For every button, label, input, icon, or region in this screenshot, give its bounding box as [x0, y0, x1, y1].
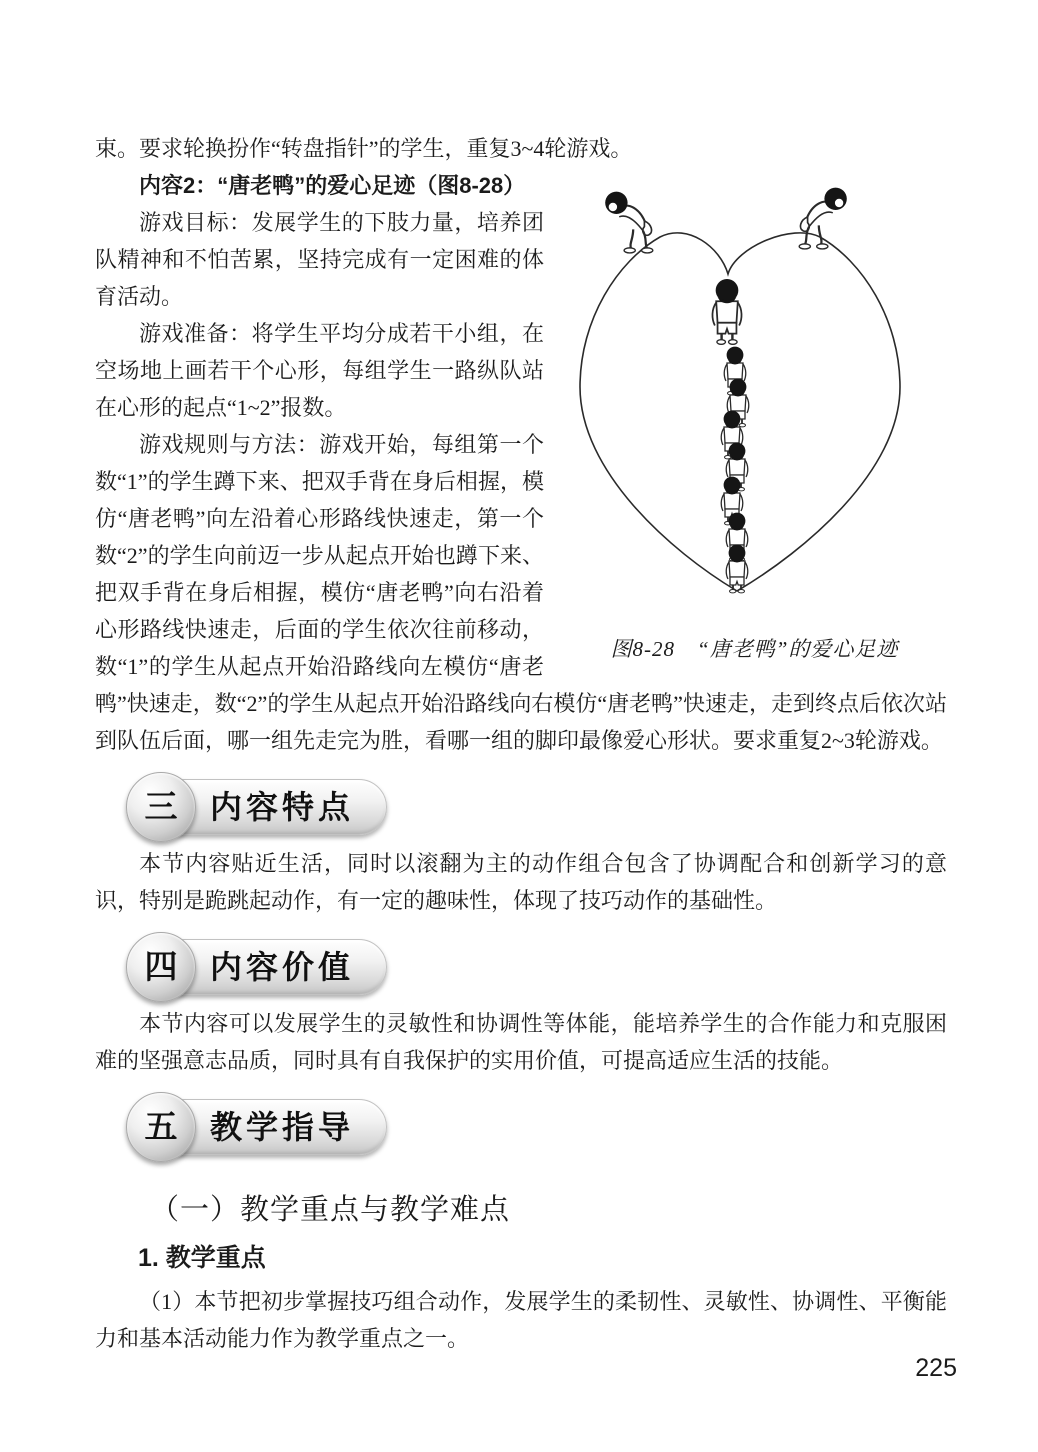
- section-badge-3: [144, 779, 387, 835]
- figure-caption: 图8-28 “唐老鸭”的爱心足迹: [610, 637, 899, 661]
- child-walking-right-lobe: [799, 188, 847, 249]
- section-3-number-circle: [126, 772, 196, 842]
- subsection-heading: （一）教学重点与教学难点: [150, 1194, 511, 1226]
- section-5-title: 教学指导: [210, 1109, 355, 1145]
- child-at-dip: [712, 279, 741, 344]
- page-content: [95, 130, 947, 1357]
- section-3-body: 本节内容贴近生活，同时以滚翻为主的动作组合包含了协调配合和创新学习的意识，特别是跪跳起动作，有一定的趣味性，体现了技巧动作的基础性。: [95, 851, 947, 913]
- paragraph-game-rules: 游戏规则与方法：游戏开始，每组第一个数“1”的学生蹲下来、把双手背在身后相握，模仿“唐老鸭”向左沿着心形路线快速走，第一个数“2”的学生向前迈一步从起点开始也蹲下来、把双手背在身后相握，模仿“唐老鸭”向右沿着心形路线快速走，后面的学生依次往前移动，数“1”的学生从起点开始沿路线向左模仿“唐老鸭”快速走，数“2”的学生从起点开始沿路线向右模仿“唐老鸭”快速走，走到终点后依次站到队伍后面，哪一组先走完为胜，看哪一组的脚印最像爱心形状。要求重复2~3轮游戏。: [95, 432, 947, 753]
- section-badge-5: [144, 1099, 387, 1155]
- section-4-title: 内容价值: [210, 949, 355, 985]
- section-3-number: 三: [144, 788, 178, 825]
- teaching-point-paragraph: （1）本节把初步掌握技巧组合动作，发展学生的柔韧性、灵敏性、协调性、平衡能力和基本活动能力作为教学重点之一。: [95, 1289, 947, 1351]
- heart-footprints-illustration: [570, 179, 915, 631]
- paragraph-continuation: 束。要求轮换扮作“转盘指针”的学生，重复3~4轮游戏。: [95, 136, 633, 161]
- section-4-body: 本节内容可以发展学生的灵敏性和协调性等体能，能培养学生的合作能力和克服困难的坚强意志品质，同时具有自我保护的实用价值，可提高适应生活的技能。: [95, 1011, 947, 1073]
- section-5-number: 五: [144, 1108, 178, 1145]
- figure-8-28: [562, 179, 947, 663]
- section-3-title: 内容特点: [210, 789, 355, 825]
- section-5-number-circle: [126, 1092, 196, 1162]
- section-4-number-circle: [126, 932, 196, 1002]
- section-4-number: 四: [144, 948, 178, 985]
- teaching-point-heading: 1. 教学重点: [138, 1244, 266, 1272]
- paragraph-game-goal: 游戏目标：发展学生的下肢力量，培养团队精神和不怕苦累，坚持完成有一定困难的体育活动。: [95, 210, 544, 309]
- content2-heading: 内容2：“唐老鸭”的爱心足迹（图8-28）: [139, 173, 526, 198]
- paragraph-game-prep: 游戏准备：将学生平均分成若干小组，在空场地上画若干个心形，每组学生一路纵队站在心形的起点“1~2”报数。: [95, 321, 544, 420]
- page-number: 225: [915, 1354, 957, 1382]
- section-badge-4: [144, 939, 387, 995]
- child-walking-left-lobe: [605, 192, 653, 253]
